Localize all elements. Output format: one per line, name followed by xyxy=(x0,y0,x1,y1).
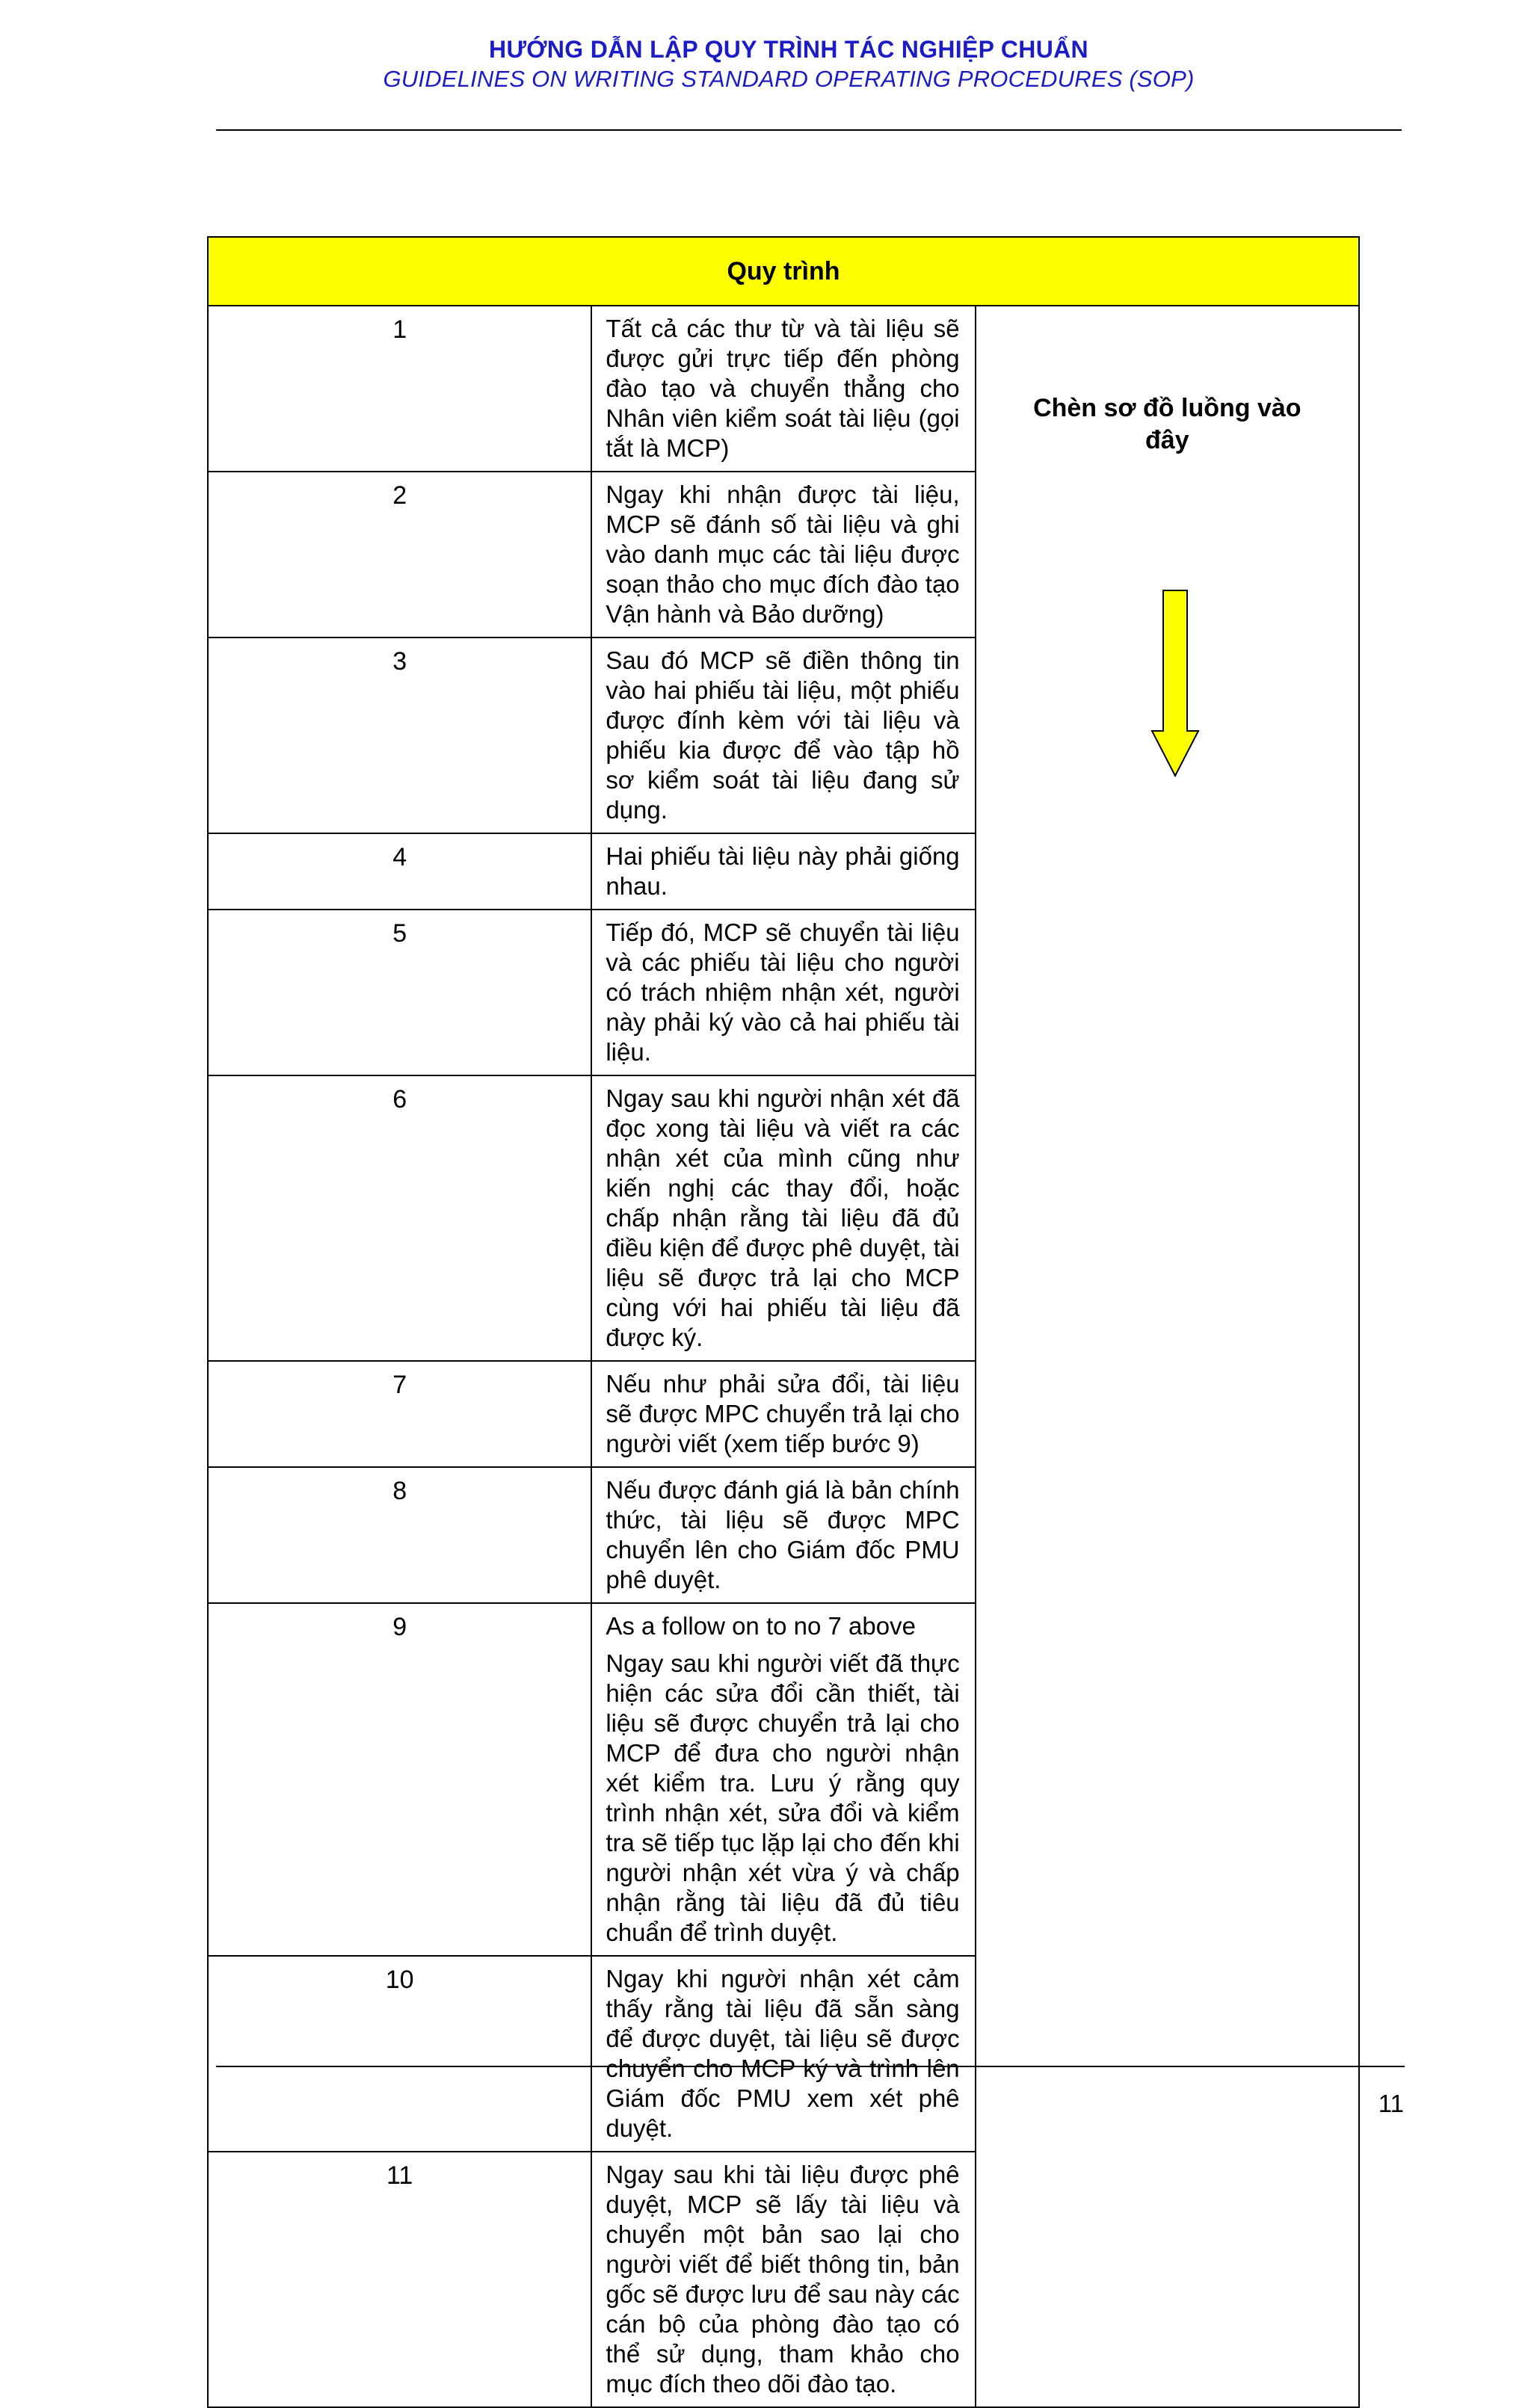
flowchart-placeholder-cell xyxy=(976,306,1359,2407)
step-paragraph: Tiếp đó, MCP sẽ chuyển tài liệu và các phiếu tài liệu cho người có trách nhiệm nhận xét, người này phải ký vào cả hai phiếu tài liệu. xyxy=(606,919,960,1066)
step-number: 9 xyxy=(208,1603,591,1956)
step-number: 7 xyxy=(208,1361,591,1467)
document-title: HƯỚNG DẪN LẬP QUY TRÌNH TÁC NGHIỆP CHUẨN xyxy=(489,36,1088,63)
step-number: 2 xyxy=(208,472,591,637)
step-description xyxy=(591,2152,975,2407)
page-number: 11 xyxy=(1378,2090,1404,2117)
step-description xyxy=(591,1603,975,1956)
step-description xyxy=(591,472,975,637)
step-paragraph: Sau đó MCP sẽ điền thông tin vào hai phiếu tài liệu, một phiếu được đính kèm với tài liệu và phiếu kia được để vào tập hồ sơ kiểm soát tài liệu đang sử dụng. xyxy=(606,646,960,824)
step-description xyxy=(591,1361,975,1467)
step-number: 6 xyxy=(208,1075,591,1361)
step-paragraph: Hai phiếu tài liệu này phải giống nhau. xyxy=(606,842,960,900)
step-number: 5 xyxy=(208,910,591,1075)
step-paragraph: Nếu được đánh giá là bản chính thức, tài liệu sẽ được MPC chuyển lên cho Giám đốc PMU phê duyệt. xyxy=(606,1476,960,1593)
step-paragraph: Ngay sau khi tài liệu được phê duyệt, MCP sẽ lấy tài liệu và chuyển một bản sao lại cho người viết để biết thông tin, bản gốc sẽ được lưu để sau này các cán bộ của phòng đào tạo có thể sử dụng, tham khảo cho mục đích theo dõi đào tạo. xyxy=(606,2161,960,2398)
step-paragraph: Ngay khi người nhận xét cảm thấy rằng tài liệu đã sẵn sàng để được duyệt, tài liệu sẽ được chuyển cho MCP ký và trình lên Giám đốc PMU xem xét phê duyệt. xyxy=(606,1965,960,2142)
step-paragraph: Tất cả các thư từ và tài liệu sẽ được gửi trực tiếp đến phòng đào tạo và chuyển thẳng cho Nhân viên kiểm soát tài liệu (gọi tắt là MCP) xyxy=(606,315,960,462)
step-description xyxy=(591,1467,975,1603)
step-paragraph: As a follow on to no 7 above xyxy=(606,1612,916,1640)
arrow-down-icon xyxy=(1150,589,1200,777)
table-body xyxy=(208,306,1359,2407)
header-divider xyxy=(216,129,1402,131)
step-paragraph: Nếu như phải sửa đổi, tài liệu sẽ được MPC chuyển trả lại cho người viết (xem tiếp bước 9) xyxy=(606,1370,960,1457)
procedure-table xyxy=(207,236,1360,2408)
step-paragraph: Ngay sau khi người viết đã thực hiện các sửa đổi cần thiết, tài liệu sẽ được chuyển trả lại cho MCP để đưa cho người nhận xét kiểm tra. Lưu ý rằng quy trình nhận xét, sửa đổi và kiểm tra sẽ tiếp tục lặp lại cho đến khi người nhận xét vừa ý và chấp nhận rằng tài liệu đã đủ tiêu chuẩn để trình duyệt. xyxy=(606,1649,960,1946)
table-heading: Quy trình xyxy=(208,237,1359,306)
step-number: 11 xyxy=(208,2152,591,2407)
step-number: 4 xyxy=(208,833,591,910)
step-description xyxy=(591,1956,975,2152)
step-description xyxy=(591,833,975,910)
step-description xyxy=(591,1075,975,1361)
document-subtitle: GUIDELINES ON WRITING STANDARD OPERATING PROCEDURES (SOP) xyxy=(383,66,1195,92)
step-paragraph: Ngay sau khi người nhận xét đã đọc xong tài liệu và viết ra các nhận xét của mình cũng như kiến nghị các thay đổi, hoặc chấp nhận rằng tài liệu đã đủ điều kiện để được phê duyệt, tài liệu sẽ được trả lại cho MCP cùng với hai phiếu tài liệu đã được ký. xyxy=(606,1084,960,1351)
step-description xyxy=(591,910,975,1075)
step-description xyxy=(591,637,975,833)
step-paragraph: Ngay khi nhận được tài liệu, MCP sẽ đánh số tài liệu và ghi vào danh mục các tài liệu được soạn thảo cho mục đích đào tạo Vận hành và Bảo dưỡng) xyxy=(606,481,960,628)
flowchart-placeholder-label: Chèn sơ đồ luồng vào đây xyxy=(1033,394,1301,454)
step-number: 3 xyxy=(208,637,591,833)
step-description xyxy=(591,306,975,472)
step-number: 8 xyxy=(208,1467,591,1603)
table-header-row xyxy=(208,237,1359,306)
step-number: 1 xyxy=(208,306,591,472)
footer-divider xyxy=(216,2066,1405,2067)
table-row xyxy=(208,306,1359,472)
step-number: 10 xyxy=(208,1956,591,2152)
